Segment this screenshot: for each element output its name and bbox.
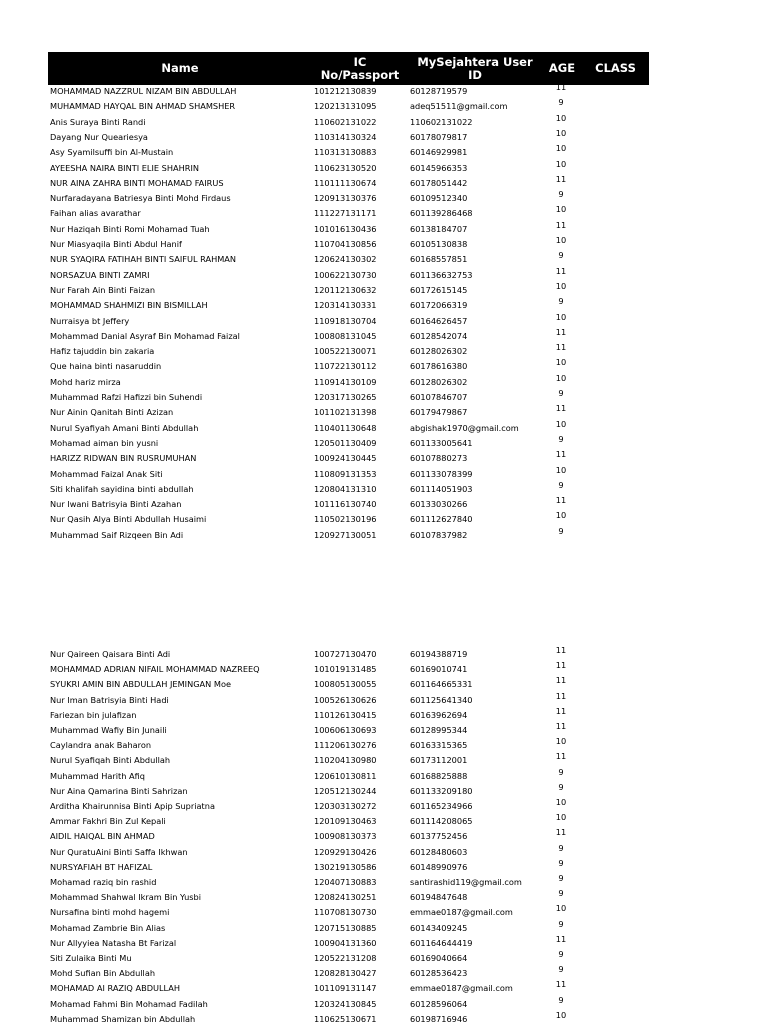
student-name: Ammar Fakhri Bin Zul Kepali: [50, 816, 166, 827]
student-name: Caylandra anak Baharon: [50, 740, 152, 751]
age-value: 11: [555, 219, 567, 230]
mysejahtera-id: 60109512340: [410, 193, 468, 204]
ic-number: 110708130730: [314, 907, 377, 918]
ic-number: 100522130071: [314, 346, 377, 357]
student-name: MOHAMMAD ADRIAN NIFAIL MOHAMMAD NAZREEQ: [50, 664, 260, 675]
ic-number: 130219130586: [314, 861, 377, 872]
student-name: Nur Farah Ain Binti Faizan: [50, 284, 156, 295]
age-value: 9: [558, 97, 564, 108]
student-name: Mohamad aiman bin yusni: [50, 437, 159, 448]
age-value: 11: [555, 933, 567, 944]
mysejahtera-id: 60133030266: [410, 499, 468, 510]
age-value: 9: [558, 842, 564, 853]
ic-number: 101116130740: [314, 499, 377, 510]
age-value: 10: [555, 311, 567, 322]
age-value: 9: [558, 388, 564, 398]
student-name: Nur Aina Qamarina Binti Sahrizan: [50, 785, 188, 796]
mysejahtera-id: 60179479867: [410, 407, 468, 418]
age-value: 11: [555, 342, 567, 353]
ic-number: 120112130632: [314, 284, 377, 295]
student-name: SYUKRI AMIN BIN ABDULLAH JEMINGAN Moe: [50, 679, 231, 690]
age-value: 9: [558, 888, 564, 899]
mysejahtera-id: 60107846707: [410, 392, 468, 402]
age-value: 11: [555, 660, 567, 671]
age-value: 9: [558, 296, 564, 307]
ic-number: 120610130811: [314, 770, 377, 781]
ic-number: 110111130674: [314, 177, 377, 188]
student-name: Mohammad Danial Asyraf Bin Mohamad Faizal: [50, 330, 240, 341]
ic-number: 101212130839: [314, 86, 377, 96]
age-value: 10: [555, 1009, 567, 1020]
age-value: 11: [555, 690, 567, 701]
student-name: Arditha Khairunnisa Binti Apip Supriatna: [50, 801, 215, 811]
mysejahtera-id: 60163315365: [410, 740, 468, 751]
ic-number: 120913130376: [314, 193, 377, 204]
age-value: 9: [558, 873, 564, 883]
mysejahtera-id: 60178051442: [410, 177, 468, 188]
student-name: Mohd Sufian Bin Abdullah: [50, 968, 156, 979]
student-name: Nur QuratuAini Binti Saffa Ikhwan: [50, 846, 188, 857]
ic-number: 100805130055: [314, 679, 377, 690]
age-value: 11: [555, 827, 567, 838]
mysejahtera-id: 60178616380: [410, 361, 468, 372]
student-name: Mohamad raziq bin rashid: [50, 877, 157, 887]
mysejahtera-id: 60143409245: [410, 922, 468, 933]
mysejahtera-id: 60105130838: [410, 239, 468, 249]
ic-number: 120501130409: [314, 437, 377, 448]
mysejahtera-id: 601165234966: [410, 801, 473, 811]
ic-number: 120804131310: [314, 483, 377, 494]
ic-number: 120324130845: [314, 998, 377, 1009]
header-mysejahtera-id: [408, 52, 542, 85]
ic-number: 120213131095: [314, 101, 377, 112]
student-name: Faihan alias avarathar: [50, 208, 141, 219]
mysejahtera-id: 60198716946: [410, 1013, 468, 1024]
ic-number: 110204130980: [314, 755, 377, 766]
ic-number: 100622130730: [314, 269, 377, 280]
header-ms-line2: ID: [468, 67, 482, 82]
student-name: Nurraisya bt Jeffery: [50, 315, 130, 326]
age-value: 9: [558, 525, 564, 536]
student-name: Asy Syamilsuffi bin Al-Mustain: [50, 147, 174, 158]
ic-number: 110602131022: [314, 116, 377, 127]
mysejahtera-id: emmae0187@gmail.com: [410, 907, 513, 918]
ic-number: 120828130427: [314, 968, 377, 979]
age-value: 11: [555, 979, 567, 990]
header-ic-line1: IC: [353, 54, 367, 69]
age-value: 10: [555, 112, 567, 123]
ic-number: 100526130626: [314, 694, 377, 705]
age-value: 9: [558, 994, 564, 1005]
mysejahtera-id: 60107880273: [410, 453, 468, 464]
header-ic-line2: No/Passport: [320, 67, 400, 82]
ic-number: 100904131360: [314, 937, 377, 948]
age-value: 10: [555, 812, 567, 823]
mysejahtera-id: 60145966353: [410, 162, 468, 173]
student-name: Muhammad Shamizan bin Abdullah: [50, 1013, 196, 1024]
student-name: NORSAZUA BINTI ZAMRI: [50, 269, 150, 280]
student-name: MOHAMMAD SHAHMIZI BIN BISMILLAH: [50, 300, 208, 311]
age-value: 11: [555, 265, 567, 276]
ic-number: 110623130520: [314, 162, 377, 173]
mysejahtera-id: santirashid119@gmail.com: [410, 877, 522, 887]
mysejahtera-id: 60128542074: [410, 330, 468, 341]
age-value: 11: [555, 705, 567, 716]
mysejahtera-id: 601164665331: [410, 679, 473, 690]
age-value: 9: [558, 766, 564, 777]
student-name: Nur Haziqah Binti Romi Mohamad Tuah: [50, 223, 210, 234]
age-value: 10: [555, 235, 567, 245]
student-name: MOHAMAD AI RAZIQ ABDULLAH: [50, 983, 181, 994]
age-value: 10: [555, 797, 567, 807]
ic-number: 120929130426: [314, 846, 377, 857]
student-name: Muhammad Rafzi Hafizzi bin Suhendi: [50, 392, 203, 402]
header-age: AGE: [548, 61, 576, 75]
student-name: Nurfaradayana Batriesya Binti Mohd Firdaus: [50, 193, 231, 204]
mysejahtera-id: abgishak1970@gmail.com: [410, 422, 519, 433]
age-value: 11: [555, 645, 567, 655]
ic-number: 100908130373: [314, 831, 377, 842]
student-name: HARIZZ RIDWAN BIN RUSRUMUHAN: [50, 453, 197, 464]
age-value: 11: [555, 403, 567, 414]
student-name: Muhammad Saif Rizqeen Bin Adi: [50, 529, 184, 540]
age-value: 10: [555, 204, 567, 215]
ic-number: 110314130324: [314, 131, 377, 142]
ic-number: 100924130445: [314, 453, 377, 464]
age-value: 9: [558, 781, 564, 792]
mysejahtera-id: 601139286468: [410, 208, 473, 219]
age-value: 10: [555, 280, 567, 291]
mysejahtera-id: 60194847648: [410, 892, 468, 903]
student-name: NUR SYAQIRA FATIHAH BINTI SAIFUL RAHMAN: [50, 254, 237, 265]
age-value: 11: [555, 751, 567, 762]
ic-number: 120624130302: [314, 254, 377, 265]
ic-number: 110722130112: [314, 361, 377, 372]
student-name: Nursafina binti mohd hagemi: [50, 907, 170, 918]
age-value: 10: [555, 143, 567, 154]
student-name: Nurul Syafiyah Amani Binti Abdullah: [50, 422, 199, 433]
age-value: 10: [555, 158, 567, 169]
student-name: Nur Miasyaqila Binti Abdul Hanif: [50, 239, 182, 249]
mysejahtera-id: 60169040664: [410, 953, 468, 963]
student-name: Siti khalifah sayidina binti abdullah: [50, 483, 194, 494]
header-name: Name: [161, 61, 199, 75]
mysejahtera-id: 60169010741: [410, 664, 468, 675]
ic-number: 110401130648: [314, 422, 377, 433]
mysejahtera-id: 60173112001: [410, 755, 468, 766]
age-value: 11: [555, 721, 567, 731]
mysejahtera-id: 60128480603: [410, 846, 468, 857]
age-value: 9: [558, 433, 564, 444]
ic-number: 111227131171: [314, 208, 377, 219]
header-ms-line1: MySejahtera User: [417, 54, 533, 69]
student-name: Nur Qaireen Qaisara Binti Adi: [50, 649, 171, 659]
student-name: Nur Allyyiea Natasha Bt Farizal: [50, 937, 177, 948]
age-value: 10: [555, 418, 567, 429]
age-value: 11: [555, 495, 567, 506]
age-value: 9: [558, 964, 564, 975]
ic-number: 120715130885: [314, 922, 377, 933]
header-class: CLASS: [595, 61, 636, 75]
student-name: Nurul Syafiqah Binti Abdullah: [50, 755, 171, 766]
mysejahtera-id: 601133005641: [410, 437, 473, 448]
mysejahtera-id: 60172615145: [410, 284, 468, 295]
age-value: 10: [555, 736, 567, 747]
ic-number: 120407130883: [314, 877, 377, 887]
ic-number: 110914130109: [314, 376, 377, 387]
age-value: 9: [558, 479, 564, 490]
student-name: NUR AINA ZAHRA BINTI MOHAMAD FAIRUS: [50, 177, 224, 188]
age-value: 10: [555, 127, 567, 138]
age-value: 9: [558, 949, 564, 959]
age-value: 11: [555, 449, 567, 460]
ic-number: 110502130196: [314, 514, 377, 525]
student-name: Mohd hariz mirza: [50, 376, 121, 387]
student-name: Mohammad Faizal Anak Siti: [50, 468, 163, 479]
mysejahtera-id: 60163962694: [410, 709, 468, 720]
mysejahtera-id: 601133209180: [410, 785, 473, 796]
student-name: Nur Qasih Alya Binti Abdullah Husaimi: [50, 514, 207, 525]
mysejahtera-id: 60146929981: [410, 147, 468, 158]
ic-number: 100606130693: [314, 725, 377, 735]
ic-number: 100808131045: [314, 330, 377, 341]
mysejahtera-id: 60148990976: [410, 861, 468, 872]
age-value: 11: [555, 82, 567, 92]
student-name: MUHAMMAD HAYQAL BIN AHMAD SHAMSHER: [50, 101, 236, 112]
age-value: 9: [558, 918, 564, 929]
mysejahtera-id: 60128995344: [410, 725, 468, 735]
mysejahtera-id: 60178079817: [410, 131, 468, 142]
ic-number: 101016130436: [314, 223, 377, 234]
mysejahtera-id: 60137752456: [410, 831, 468, 842]
age-value: 10: [555, 903, 567, 914]
header-ic-passport: [312, 52, 408, 85]
age-value: 11: [555, 326, 567, 337]
ic-number: 100727130470: [314, 649, 377, 659]
ic-number: 120314130331: [314, 300, 377, 311]
age-value: 9: [558, 250, 564, 261]
ic-number: 120824130251: [314, 892, 377, 903]
student-name: Fariezan bin julafizan: [50, 709, 137, 720]
mysejahtera-id: 60168825888: [410, 770, 468, 781]
student-name: Nur Iman Batrisyia Binti Hadi: [50, 694, 169, 705]
ic-number: 120317130265: [314, 392, 377, 402]
mysejahtera-id: adeq51511@gmail.com: [410, 101, 508, 112]
ic-number: 101102131398: [314, 407, 377, 418]
mysejahtera-id: 601136632753: [410, 269, 473, 280]
age-value: 11: [555, 675, 567, 686]
mysejahtera-id: 60128596064: [410, 998, 468, 1009]
student-name: Mohamad Fahmi Bin Mohamad Fadilah: [50, 998, 208, 1009]
student-name: Mohamad Zambrie Bin Alias: [50, 922, 166, 933]
ic-number: 110704130856: [314, 239, 377, 249]
ic-number: 110918130704: [314, 315, 377, 326]
ic-number: 101109131147: [314, 983, 377, 994]
mysejahtera-id: 110602131022: [410, 116, 473, 127]
student-name: Muhammad Wafiy Bin Junaili: [50, 725, 167, 735]
ic-number: 110809131353: [314, 468, 377, 479]
mysejahtera-id: 60138184707: [410, 223, 468, 234]
mysejahtera-id: 601133078399: [410, 468, 473, 479]
ic-number: 110625130671: [314, 1013, 377, 1024]
mysejahtera-id: 60128536423: [410, 968, 468, 979]
student-name: Que haina binti nasaruddin: [50, 361, 162, 372]
mysejahtera-id: 601114051903: [410, 483, 473, 494]
age-value: 11: [555, 173, 567, 184]
student-name: Mohammad Shahwal Ikram Bin Yusbi: [50, 892, 202, 903]
mysejahtera-id: 60128026302: [410, 376, 468, 387]
mysejahtera-id: 60128026302: [410, 346, 468, 357]
student-name: AIDIL HAIQAL BIN AHMAD: [50, 831, 155, 842]
mysejahtera-id: 601164644419: [410, 937, 473, 948]
age-value: 10: [555, 357, 567, 368]
student-name: Siti Zulaika Binti Mu: [50, 953, 132, 963]
student-name: Dayang Nur Queariesya: [50, 131, 148, 142]
ic-number: 110313130883: [314, 147, 377, 158]
mysejahtera-id: 60107837982: [410, 529, 468, 540]
ic-number: 120303130272: [314, 801, 377, 811]
age-value: 9: [558, 189, 564, 200]
age-value: 9: [558, 857, 564, 868]
ic-number: 120927130051: [314, 529, 377, 540]
student-name: Anis Suraya Binti Randi: [50, 116, 146, 127]
age-value: 10: [555, 372, 567, 383]
ic-number: 120512130244: [314, 785, 377, 796]
student-name: Hafiz tajuddin bin zakaria: [50, 346, 155, 357]
ic-number: 111206130276: [314, 740, 377, 751]
mysejahtera-id: 60172066319: [410, 300, 468, 311]
mysejahtera-id: 60168557851: [410, 254, 468, 265]
ic-number: 101019131485: [314, 664, 377, 675]
student-name: Muhammad Harith Afiq: [50, 770, 145, 781]
student-name: Nur Iwani Batrisyia Binti Azahan: [50, 499, 182, 510]
student-name: NURSYAFIAH BT HAFIZAL: [50, 861, 153, 872]
mysejahtera-id: 601114208065: [410, 816, 473, 827]
mysejahtera-id: 60194388719: [410, 649, 468, 659]
age-value: 10: [555, 464, 567, 475]
student-name: MOHAMMAD NAZZRUL NIZAM BIN ABDULLAH: [50, 86, 237, 96]
mysejahtera-id: 60128719579: [410, 86, 468, 96]
mysejahtera-id: 601125641340: [410, 694, 473, 705]
mysejahtera-id: 60164626457: [410, 315, 468, 326]
mysejahtera-id: emmae0187@gmail.com: [410, 983, 513, 994]
student-name: AYEESHA NAIRA BINTI ELIE SHAHRIN: [50, 162, 200, 173]
mysejahtera-id: 601112627840: [410, 514, 473, 525]
student-name: Nur Ainin Qanitah Binti Azizan: [50, 407, 174, 418]
ic-number: 120109130463: [314, 816, 377, 827]
ic-number: 120522131208: [314, 953, 377, 963]
ic-number: 110126130415: [314, 709, 377, 720]
age-value: 10: [555, 510, 567, 521]
